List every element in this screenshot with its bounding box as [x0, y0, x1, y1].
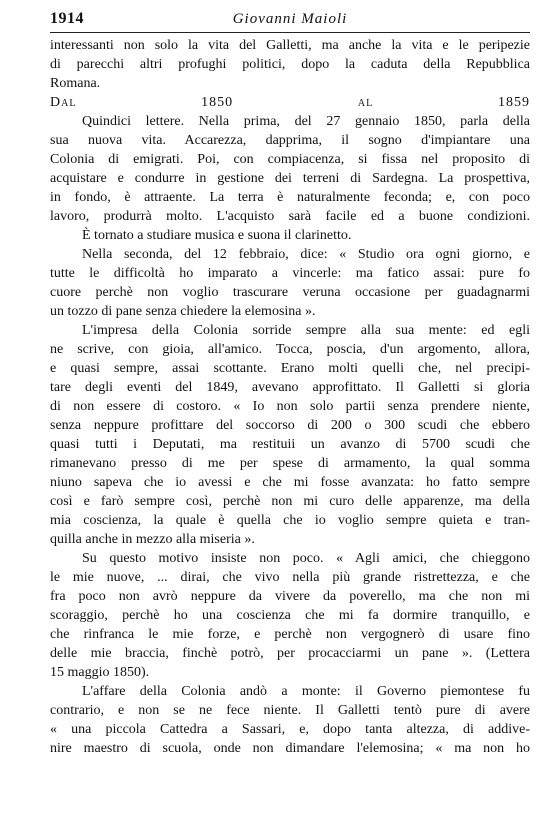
text-line: interessanti non solo la vita del Galletti, ma anche la vita e le peripezie [50, 38, 530, 53]
page-body [50, 36, 530, 758]
paragraph [50, 112, 530, 226]
text-line: sua nuova vita. Accarezza, dapprima, il sogno d'impiantare una [50, 133, 530, 148]
paragraph [50, 226, 530, 245]
text-line: nire maestro di scuola, onde non dimandare l'elemosina; « ma non ho [50, 741, 530, 756]
text-line: le mie nuove, ... dirai, che vivo nella più grande ristrettezza, e che [50, 570, 530, 585]
continuation-paragraph [50, 36, 530, 93]
text-line: Quindici lettere. Nella prima, del 27 gennaio 1850, parla della [82, 114, 530, 129]
paragraph [50, 549, 530, 682]
text-line: di non essere di costoro. « Io non solo partii senza prendere niente, [50, 399, 530, 414]
text-line: contrario, e non se ne fece niente. Il Galletti tentò pure di avere [50, 703, 530, 718]
text-line: tare degli eventi del 1849, avevano approfittato. Il Galletti si gloria [50, 380, 530, 395]
text-line: Su questo motivo insiste non poco. « Agli amici, che chieggono [82, 551, 530, 566]
page-header [50, 6, 530, 32]
text-line: L'affare della Colonia andò a monte: il Governo piemontese fu [82, 684, 530, 699]
page-number: 1914 [50, 10, 84, 27]
text-line: « una piccola Cattedra a Sassari, e, dopo tanta altezza, di addive- [50, 722, 530, 737]
text-line: Colonia di emigrati. Poi, con compiacenza, si fissa nel proposito di [50, 152, 530, 167]
text-line: cuore perchè non voglio trascurare veruna occasione per guadagnarmi [50, 285, 530, 300]
text-line: 15 maggio 1850). [50, 665, 150, 680]
text-line: Nella seconda, del 12 febbraio, dice: « Studio ora ogni giorno, e [82, 247, 530, 262]
text-line: rimanevano presso di me per spese di armamento, la qual somma [50, 456, 530, 471]
text-line: così e farò sempre così, perchè non mi curo delle apparenze, ma della [50, 494, 530, 509]
text-line: delle mie braccia, finchè potrò, per procacciarmi un pane ». (Lettera [50, 646, 530, 661]
header-rule [50, 32, 530, 33]
text-line: quilla anche in mezzo alla miseria ». [50, 532, 255, 547]
paragraph [50, 682, 530, 758]
text-line: e quasi sempre, assai scottante. Erano molti quelli che, nel precipi- [50, 361, 530, 376]
text-line: tutte le difficoltà ho imparato a vincerle: ma fatico assai: pure fo [50, 266, 530, 281]
text-line: niuno sapeva che io avessi e che mi fosse avanzata: ho fatto sempre [50, 475, 530, 490]
text-line: un tozzo di pane senza chiedere la elemosina ». [50, 304, 316, 319]
text-line: mia coscienza, la quale è quella che io voglio sempre quieta e tran- [50, 513, 530, 528]
text-line: ne scrive, con gioia, all'amico. Tocca, poscia, d'un argomento, allora, [50, 342, 530, 357]
text-line: È tornato a studiare musica e suona il clarinetto. [82, 228, 352, 243]
text-line: di parecchi altri profughi politici, dopo la caduta della Repubblica [50, 57, 530, 72]
text-line: quasi tutti i Deputati, ma restituii un avanzo di 5700 scudi che [50, 437, 530, 452]
text-line: fra poco non avrò neppure da vivere da poverello, ma che non mi [50, 589, 530, 604]
section-heading: Dal 1850 al 1859 [50, 95, 530, 110]
text-line: scoraggio, perchè ho una coscienza che mi fa dormire tranquillo, e [50, 608, 530, 623]
paragraph [50, 321, 530, 549]
paragraph [50, 245, 530, 321]
text-line: che rinfranca le mie forze, e perchè non vergognerò di usare fino [50, 627, 530, 642]
text-line: lavoro, produrrà molto. L'acquisto sarà facile ed a buone condizioni. [50, 209, 530, 224]
text-line: L'impresa della Colonia sorride sempre alla sua mente: ed egli [82, 323, 530, 338]
running-head: Giovanni Maioli [232, 11, 348, 27]
text-line: acquistare e condurre in gestione dei terreni di Sardegna. La prospettiva, [50, 171, 530, 186]
text-line: Romana. [50, 76, 101, 91]
text-line: senza neppure profittare del soccorso di 200 o 300 scudi che ebbero [50, 418, 530, 433]
text-line: in fondo, è attraente. La terra è naturalmente feconda; e, con poco [50, 190, 530, 205]
